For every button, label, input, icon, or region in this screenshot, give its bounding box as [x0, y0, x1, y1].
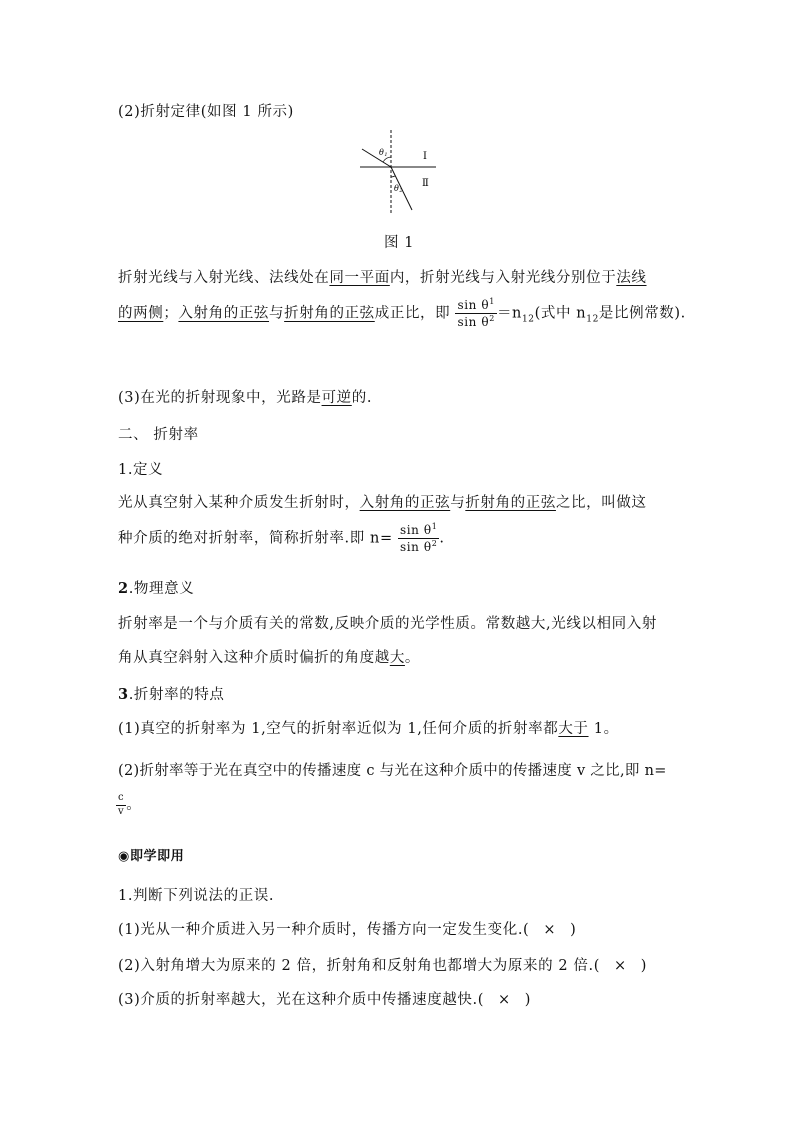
theta1-label: θ1	[379, 148, 389, 158]
features-title: 3.折射率的特点	[118, 686, 225, 703]
medium-1-label: Ⅰ	[423, 151, 428, 162]
section-2-heading: (2)折射定律(如图 1 所示)	[118, 104, 294, 120]
index-fraction: $\frac{\sin \theta^1}{\sin \theta^2}$	[399, 522, 438, 554]
judgement-item-3: (3)介质的折射率越大，光在这种介质中传播速度越快.( × )	[118, 992, 532, 1008]
figure-caption: 图 1	[384, 235, 415, 251]
refraction-figure	[350, 128, 450, 218]
snell-fraction: $\frac{\sin \theta^1}{\sin \theta^2}$	[457, 297, 495, 329]
medium-2-label: Ⅱ	[422, 178, 430, 189]
angle-arc-2	[391, 176, 395, 177]
section-3: (3)在光的折射现象中，光路是可逆的.	[118, 390, 373, 406]
definition-title: 1.定义	[118, 462, 164, 478]
law-paragraph-line-1: 折射光线与入射光线、法线处在同一平面内，折射光线与入射光线分别位于法线	[118, 270, 647, 286]
law-paragraph-line-2: 的两侧；入射角的正弦与折射角的正弦成正比，即 $\frac{\sin \theta^1}{\sin \theta^2}$ $=n_{12}$(式中 $n_{12}$是比例常数).	[118, 297, 686, 329]
practice-heading: ◉即学即用	[118, 849, 185, 864]
theta2-label: θ2	[394, 184, 404, 194]
part-2-title: 二、 折射率	[118, 427, 199, 443]
wrong-mark: ×	[543, 922, 557, 938]
definition-line-2: 种介质的绝对折射率，简称折射率.即 n= $\frac{\sin \theta^1}{\sin \theta^2}$ .	[118, 522, 445, 554]
judgement-item-1: (1)光从一种介质进入另一种介质时，传播方向一定发生变化.( × )	[118, 922, 577, 938]
judgement-item-2: (2)入射角增大为原来的 2 倍，折射角和反射角也都增大为原来的 2 倍.( × )	[118, 958, 648, 974]
play-icon: ◉	[118, 849, 130, 864]
wrong-mark: ×	[498, 992, 511, 1008]
feature-1: (1)真空的折射率为 1,空气的折射率近似为 1,任何介质的折射率都大于 1。	[118, 721, 619, 737]
feature-2: (2)折射率等于光在真空中的传播速度 c 与光在这种介质中的传播速度 v 之比,即 n=	[118, 763, 667, 779]
practice-question-1: 1.判断下列说法的正误.	[118, 888, 275, 904]
speed-fraction: $\frac{c}{v}$ 。	[118, 792, 142, 817]
meaning-line-1: 折射率是一个与介质有关的常数,反映介质的光学性质。常数越大,光线以相同入射	[118, 616, 657, 632]
definition-line-1: 光从真空射入某种介质发生折射时，入射角的正弦与折射角的正弦之比，叫做这	[118, 495, 647, 511]
meaning-line-2: 角从真空斜射入这种介质时偏折的角度越大。	[118, 650, 421, 666]
meaning-title: 2.物理意义	[118, 580, 195, 597]
wrong-mark: ×	[614, 958, 627, 974]
